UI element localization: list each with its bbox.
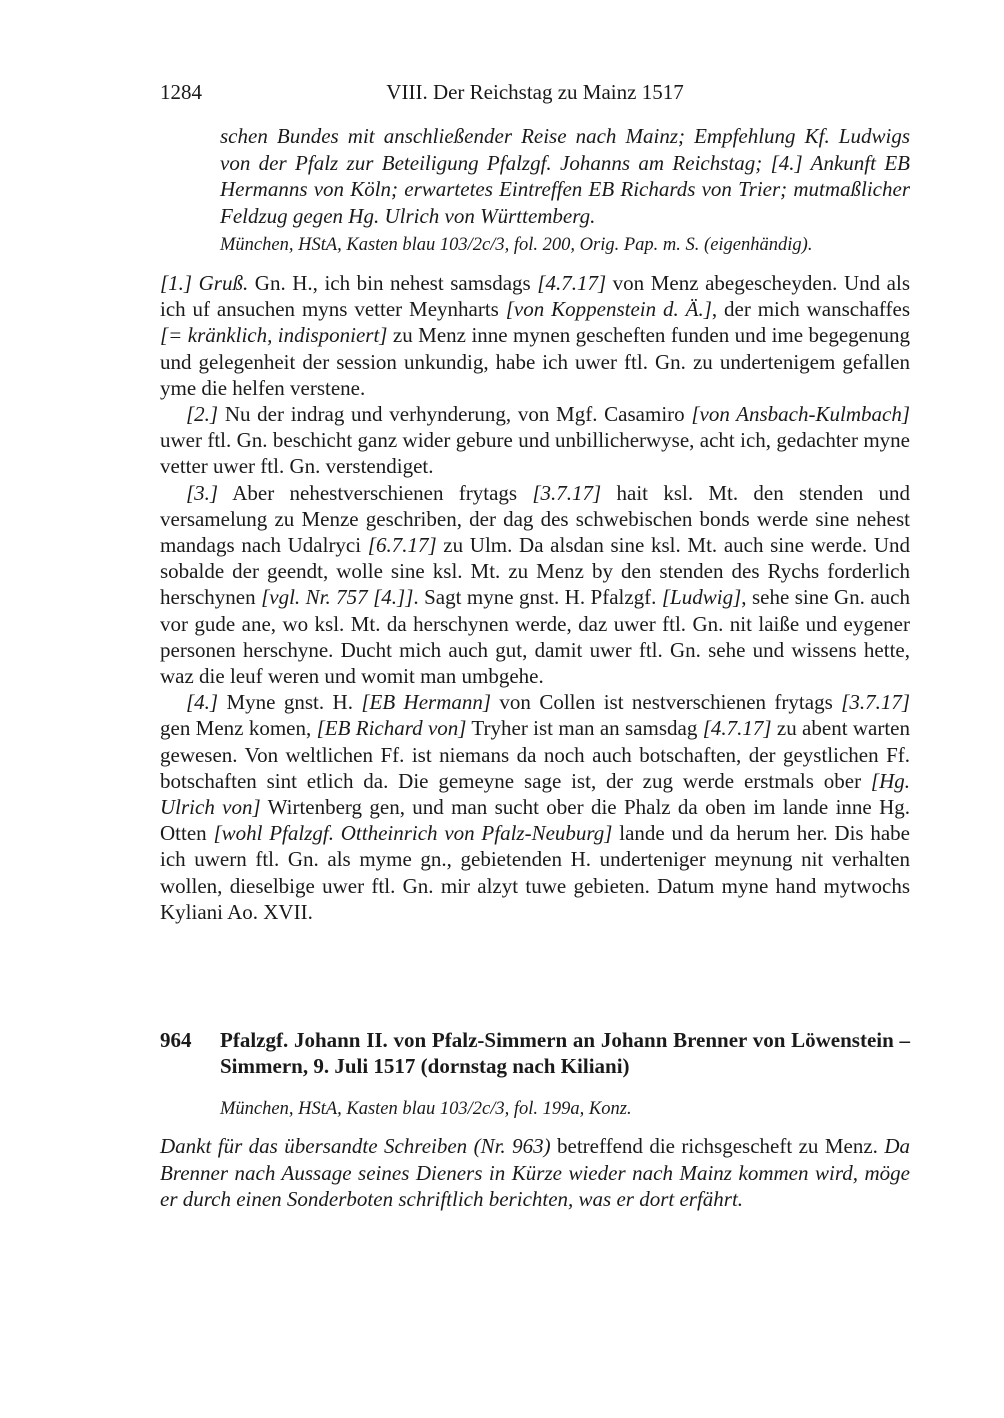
source-text: zu abent warten gewesen. Von weltlichen Ff. ist niemans da noch auch botschaften, der geystlichen Ff. botschaften sint etlich da. Die gemeyne sage ist, der zug werde erstmals ober <box>160 716 911 793</box>
editorial-text: [Hg. Ulrich von] <box>160 768 910 820</box>
letter-paragraph-2 <box>160 401 910 480</box>
source-text: Myne gnst. H. <box>218 690 362 715</box>
editorial-text: [Ludwig] <box>661 585 742 610</box>
source-text: von Collen ist nestverschienen frytags <box>491 690 842 715</box>
letter-body <box>160 270 910 925</box>
editorial-text: [EB Hermann] <box>361 690 492 715</box>
editorial-text: [von Koppenstein d. Ä.] <box>505 297 712 322</box>
source-text: uwer ftl. Gn. beschicht ganz wider gebure und unbillicherwyse, acht ich, gedachter myne vetter uwer ftl. Gn. verstendiget. <box>160 428 910 479</box>
document-number: 964 <box>160 1028 192 1052</box>
letter-paragraph-3 <box>160 480 910 690</box>
editorial-text: [wohl Pfalzgf. Ottheinrich von Pfalz-Neuburg] <box>213 821 613 846</box>
running-head <box>160 80 910 108</box>
source-text: Aber nehestverschienen frytags <box>218 480 533 505</box>
source-text: , sehe sine Gn. auch vor gude ane, wo ksl. Mt. da herschynen werde, daz uwer ftl. Gn. nit laiße und eygener personen herschyne. Ducht mich auch gut, damit uwer ftl. Gn. sehe und wissens hette, waz die leuf weren und womit man umbgehe. <box>160 585 910 689</box>
editorial-text: [4.7.17] <box>537 271 607 295</box>
document-summary <box>160 1133 910 1213</box>
editorial-text: [6.7.17] <box>367 533 437 558</box>
editorial-text: Da Brenner nach Aussage seines Dieners in Kürze wieder nach Mainz kommen wird, möge er durch einen Sonderboten schriftlich berichten, was er dort erfährt. <box>160 1134 910 1211</box>
source-text: hait ksl. Mt. den stenden und versamelung zu Menze geschriben, der dag des schwebischen bonds werde sine nehest mandags nach Udalryci <box>160 480 910 558</box>
source-text: Nu der indrag und verhynderung, von Mgf. Casamiro <box>218 402 692 427</box>
source-reference: München, HStA, Kasten blau 103/2c/3, fol. 200, Orig. Pap. m. S. (eigenhändig). <box>220 235 813 255</box>
document-title: Pfalzgf. Johann II. von Pfalz-Simmern an Johann Brenner von Löwenstein – Simmern, 9. Juli 1517 (dornstag nach Kiliani) <box>220 1028 910 1078</box>
editorial-text: [2.] <box>186 402 219 427</box>
running-title: VIII. Der Reichstag zu Mainz 1517 <box>386 80 684 104</box>
source-text: Gn. H., ich bin nehest samsdags <box>248 271 538 295</box>
editorial-text: [4.7.17] <box>702 716 772 741</box>
editorial-text: [3.7.17] <box>532 480 602 505</box>
editorial-text: [von Ansbach-Kulmbach] <box>691 402 910 427</box>
source-text: lande und da herum her. Dis habe ich uwern ftl. Gn. als myme gn., gebietenden H. underteniger meynung nit verhalten wollen, dieselbige uwer ftl. Gn. mir alzyt tuwe gebieten. Datum myne hand mytwochs Kyliani Ao. XVII. <box>160 821 911 924</box>
source-text: zu Menz inne mynen gescheften funden und ime begegenung und gelegenheit der session unkundig, habe ich uwer ftl. Gn. zu undertenigem gefallen yme die helfen verstene. <box>160 323 910 400</box>
source-text: . Sagt myne gnst. H. Pfalzgf. <box>413 585 662 610</box>
page-number: 1284 <box>160 80 202 104</box>
editorial-text: [vgl. Nr. 757 [4.]] <box>261 585 414 610</box>
source-text: zu Ulm. Da alsdan sine ksl. Mt. auch sine werde. Und sobalde der geendt, wolle sine ksl. Mt. zu Menz by den stenden des Rychs forderlich herschynen <box>160 533 910 610</box>
editorial-text: [3.7.17] <box>841 690 910 715</box>
document-heading <box>160 1027 910 1079</box>
letter-paragraph-1 <box>160 270 910 401</box>
editorial-text: [1.] Gruß. <box>160 271 249 295</box>
editorial-text: [3.] <box>186 480 219 505</box>
letter-paragraph-4 <box>160 689 910 925</box>
source-text: Tryher ist man an samsdag <box>466 716 703 741</box>
document-source: München, HStA, Kasten blau 103/2c/3, fol. 199a, Konz. <box>220 1099 632 1119</box>
regest-text: schen Bundes mit anschließender Reise nach Mainz; Empfehlung Kf. Ludwigs von der Pfalz zur Beteiligung Pfalzgf. Johanns am Reichstag; [4.] Ankunft EB Hermanns von Köln; erwartetes Eintreffen EB Richards von Trier; mutmaßlicher Feldzug gegen Hg. Ulrich von Württemberg. <box>220 124 910 228</box>
source-text: betreffend die richsgescheft zu Menz. <box>550 1134 885 1158</box>
editorial-text: [4.] <box>186 690 219 715</box>
source-text: Wirtenberg gen, und man sucht ober die Phalz da oben im lande inne Hg. Otten <box>160 795 910 846</box>
editorial-text: [= kränklich, indisponiert] <box>160 323 388 348</box>
source-text: , der mich wanschaffes <box>711 297 910 322</box>
editorial-text: [EB Richard von] <box>316 716 467 741</box>
source-text: von Menz abegescheyden. Und als ich uf ansuchen myns vetter Meynharts <box>160 271 911 322</box>
source-text: gen Menz komen, <box>160 716 317 741</box>
editorial-text: Dankt für das übersandte Schreiben (Nr. 963) <box>160 1134 551 1158</box>
